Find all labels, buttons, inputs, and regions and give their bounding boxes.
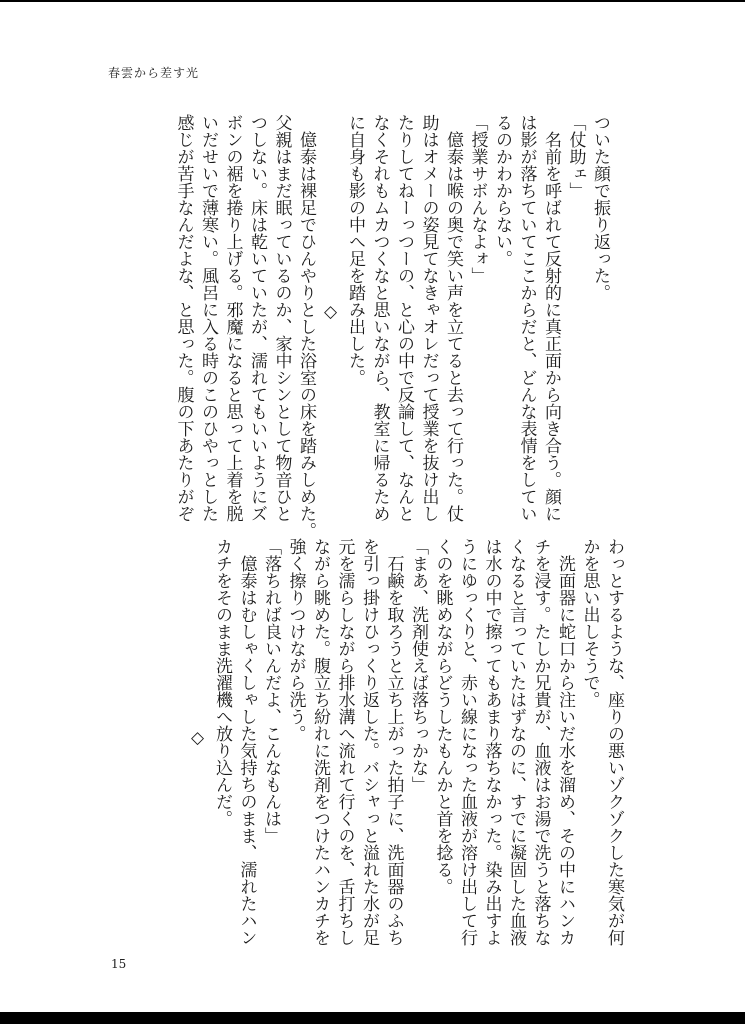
running-title: 春雲から差す光 xyxy=(108,66,200,80)
lower-text-block xyxy=(187,538,626,946)
text-line: 洗面器に蛇口から注いだ水を溜め、その中にハンカ xyxy=(555,538,575,946)
text-line: 感じが苦手なんだよな、と思った。腹の下あたりがぞ xyxy=(173,114,194,522)
text-line: 「授業サボんなよォ」 xyxy=(467,114,488,284)
text-line: 「仗助ェ」 xyxy=(565,114,586,199)
text-line: 助はオメーの姿見てなきゃオレだって授業を抜け出し xyxy=(418,114,439,522)
text-line: 元を濡らしながら排水溝へ流れて行くのを、舌打ちし xyxy=(334,538,355,946)
text-line: くなると言っていたはずなのに、すでに凝固した血液 xyxy=(506,538,526,946)
text-line: カチをそのまま洗濯機へ放り込んだ。 xyxy=(212,538,232,827)
text-line: いだせいで薄寒い。風呂に入る時のこのひやっとした xyxy=(198,114,218,522)
text-line: 「まあ、洗剤使えば落ちっかな」 xyxy=(408,538,428,793)
text-line: ながら眺めた。腹立ち紛れに洗剤をつけたハンカチを xyxy=(310,538,330,946)
text-line: 「落ちれば良いんだよ、こんなもんは」 xyxy=(261,538,281,844)
text-line: は水の中で擦ってもあまり落ちなかった。染み出すよ xyxy=(481,538,502,946)
scene-break-diamond: ◇ xyxy=(320,302,341,322)
text-line: 父親はまだ眠っているのか、家中シンとして物音ひと xyxy=(271,114,292,522)
text-line: 石鹸を取ろうと立ち上がった拍子に、洗面器のふち xyxy=(383,538,404,946)
text-line: わっとするような、座りの悪いゾクゾクした寒気が何 xyxy=(604,538,624,946)
book-page xyxy=(0,2,745,1012)
text-line: ついた顔で振り返った。 xyxy=(590,114,610,301)
text-line: に自身も影の中へ足を踏み出した。 xyxy=(345,114,365,386)
upper-text-block xyxy=(112,114,612,539)
text-line: つしない。床は乾いていたが、濡れてもいいようにズ xyxy=(247,114,267,522)
text-line: なくそれもムカつくなと思いながら、教室に帰るため xyxy=(369,114,390,522)
text-line: るのかわからない。 xyxy=(492,114,512,267)
text-line: 名前を呼ばれて反射的に真正面から向き合う。顔に xyxy=(541,114,561,522)
text-line: 億泰は裸足でひんやりとした浴室の床を踏みしめた。 xyxy=(296,114,316,539)
text-line: うにゆっくりと、赤い線になった血液が溶け出して行 xyxy=(457,538,477,946)
text-line: かを思い出しそうで。 xyxy=(579,538,600,708)
text-line: チを浸す。たしか兄貴が、血液はお湯で洗うと落ちな xyxy=(530,538,551,946)
text-line: を引っ掛けひっくり返した。バシャっと溢れた水が足 xyxy=(359,538,379,946)
scene-break-diamond: ◇ xyxy=(187,728,208,748)
text-line: 強く擦りつけながら洗う。 xyxy=(285,538,306,742)
text-line: たりしてねーっつーの、と心の中で反論して、なんと xyxy=(394,114,414,522)
text-line: くのを眺めながらどうしたもんかと首を捻る。 xyxy=(432,538,453,895)
text-line: ボンの裾を捲り上げる。邪魔になると思って上着を脱 xyxy=(222,114,243,522)
page-number: 15 xyxy=(111,957,127,971)
text-line: 億泰はむしゃくしゃした気持ちのまま、濡れたハン xyxy=(236,538,257,946)
text-line: は影が落ちていてここからだと、どんな表情をしてい xyxy=(516,114,537,522)
text-line: 億泰は喉の奥で笑い声を立てると去って行った。仗 xyxy=(443,114,463,522)
